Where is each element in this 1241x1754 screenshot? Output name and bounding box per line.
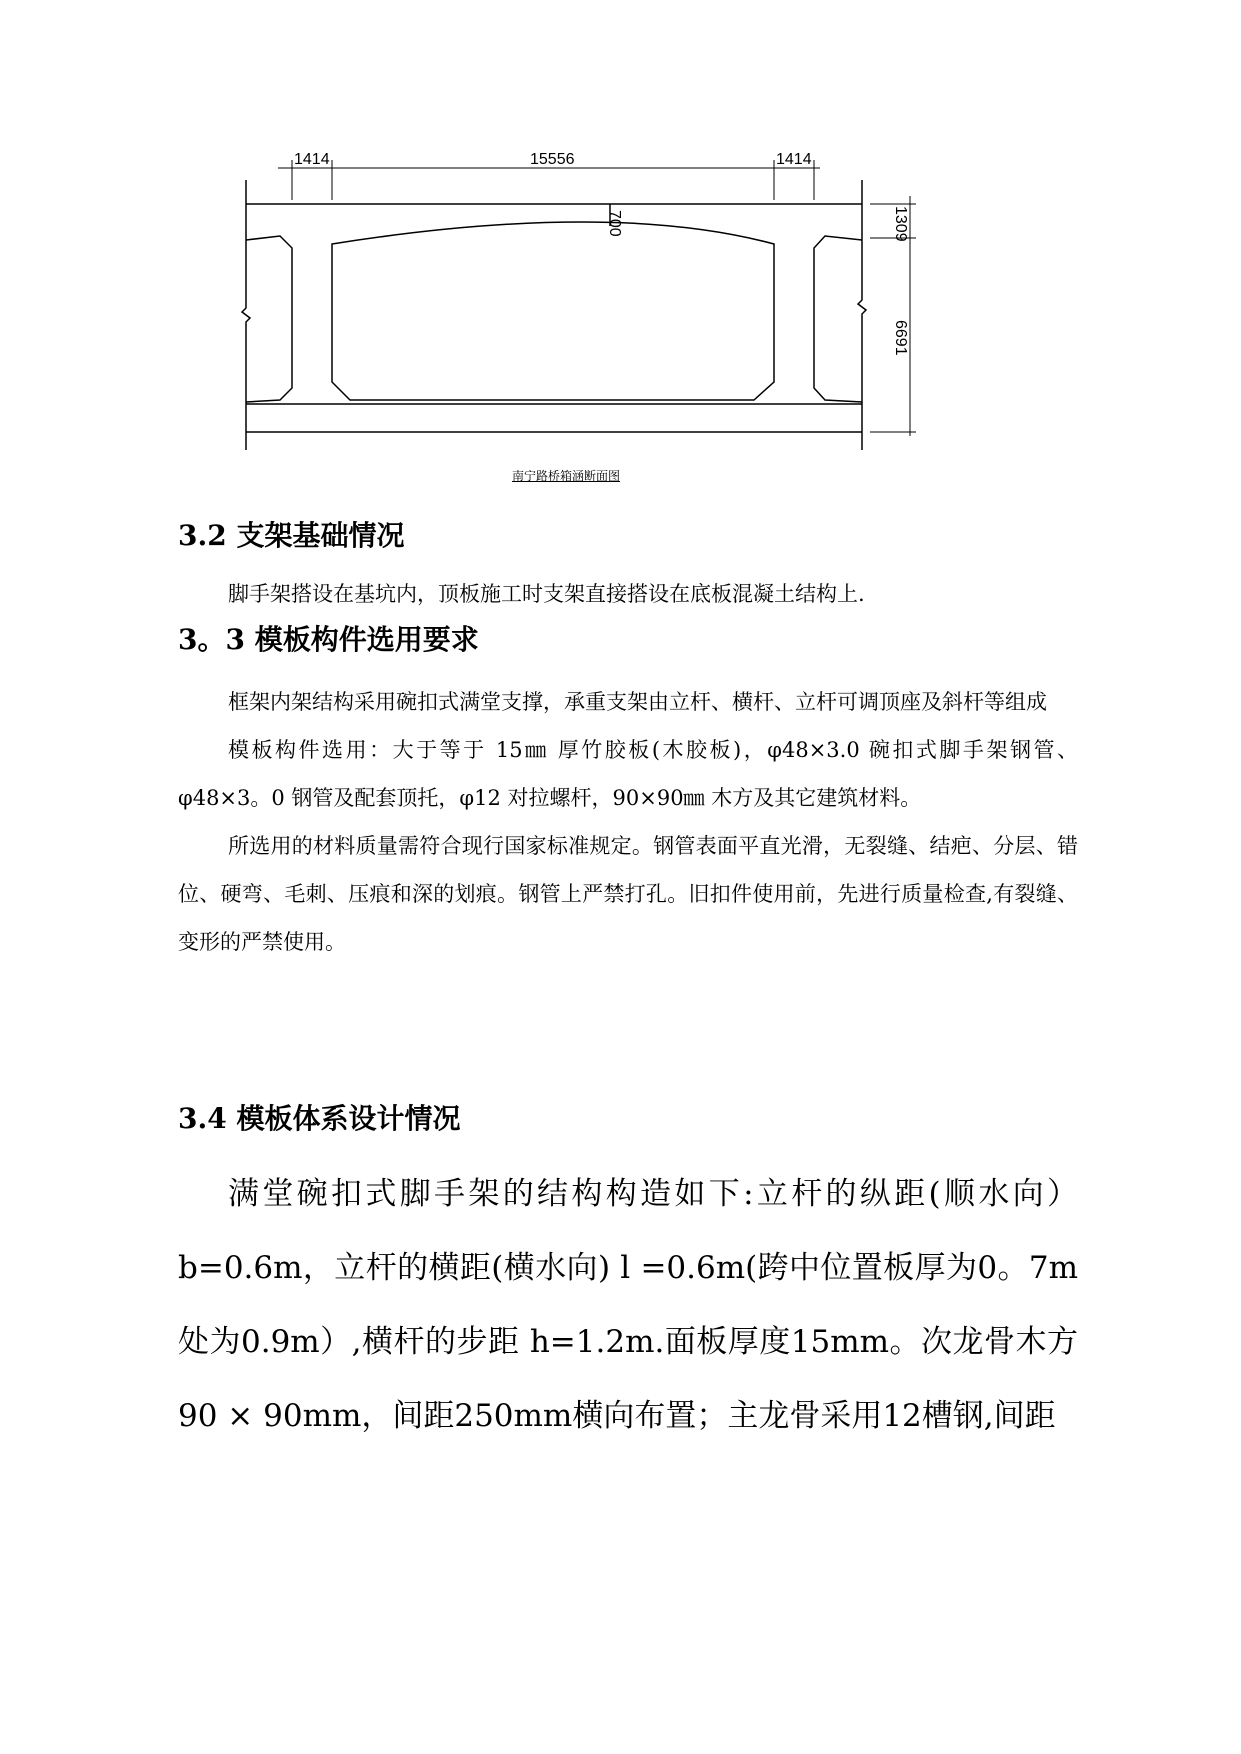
section-3-4 bbox=[178, 1101, 1078, 1453]
section-3-4-heading: 3.4 模板体系设计情况 bbox=[178, 1102, 461, 1135]
dim-height: 6691 bbox=[892, 320, 909, 356]
section-3-3 bbox=[178, 622, 1078, 966]
right-cell-outline bbox=[814, 236, 862, 402]
left-break-line bbox=[242, 180, 250, 450]
section-3-3-heading: 3。3 模板构件选用要求 bbox=[178, 623, 479, 656]
dim-right-seg: 1414 bbox=[776, 151, 812, 168]
section-3-3-paragraph-2: 模板构件选用：大于等于 15㎜ 厚竹胶板(木胶板)，φ48×3.0 碗扣式脚手架钢管、φ48×3。0 钢管及配套顶托，φ12 对拉螺杆，90×90㎜ 木方及其它建筑材料。 bbox=[178, 738, 1078, 810]
dim-left-seg: 1414 bbox=[294, 151, 330, 168]
section-3-2-heading: 3.2 支架基础情况 bbox=[178, 519, 405, 552]
section-3-3-paragraph-3: 所选用的材料质量需符合现行国家标准规定。钢管表面平直光滑，无裂缝、结疤、分层、错位、硬弯、毛刺、压痕和深的划痕。钢管上严禁打孔。旧扣件使用前，先进行质量检查,有裂缝、变形的严禁使用。 bbox=[178, 834, 1078, 954]
section-3-2 bbox=[178, 518, 1078, 618]
dim-top-slab: 1309 bbox=[892, 206, 909, 242]
figure-caption: 南宁路桥箱涵断面图 bbox=[512, 469, 621, 483]
left-cell-outline bbox=[246, 236, 292, 402]
right-break-line bbox=[858, 180, 866, 450]
dim-crown: 700 bbox=[606, 210, 623, 237]
section-3-3-paragraph-1: 框架内架结构采用碗扣式满堂支撑，承重支架由立杆、横杆、立杆可调顶座及斜杆等组成 bbox=[228, 690, 1047, 714]
box-culvert-section-drawing bbox=[240, 140, 940, 540]
section-3-2-paragraph: 脚手架搭设在基坑内，顶板施工时支架直接搭设在底板混凝土结构上. bbox=[228, 582, 865, 606]
dim-mid-seg: 15556 bbox=[530, 151, 575, 168]
middle-cell-outline bbox=[332, 222, 774, 400]
section-3-4-paragraph: 满堂碗扣式脚手架的结构构造如下:立杆的纵距(顺水向）b=0.6m，立杆的横距(横水向) l =0.6m(跨中位置板厚为0。7m处为0.9m）,横杆的步距 h=1.2m.面板厚度15mm。次龙骨木方90 × 90mm，间距250mm横向布置；主龙骨采用12槽钢,间距 bbox=[178, 1176, 1078, 1434]
